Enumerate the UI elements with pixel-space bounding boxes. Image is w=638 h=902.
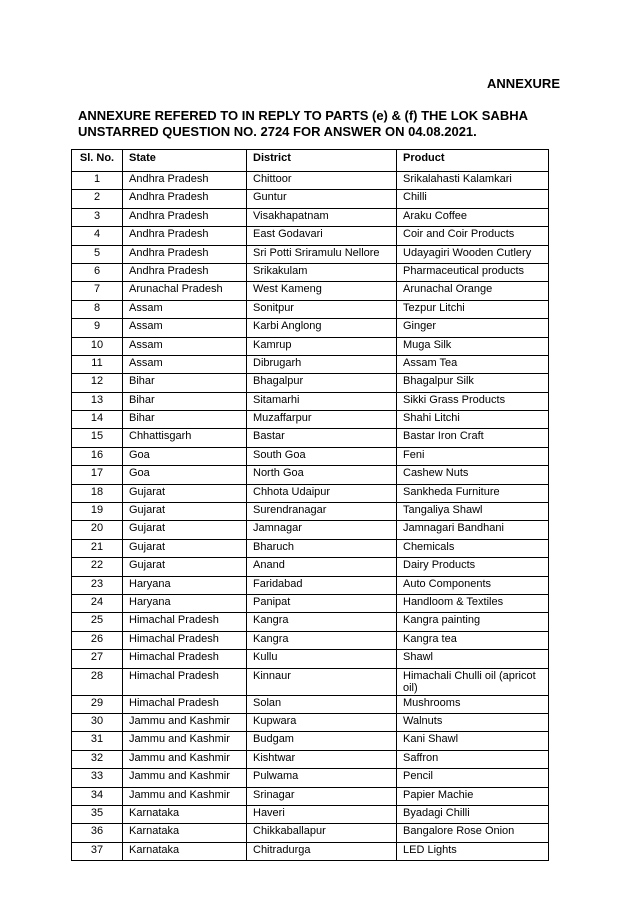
cell-state: Karnataka	[123, 842, 247, 860]
cell-state: Assam	[123, 355, 247, 373]
cell-district: Anand	[247, 558, 397, 576]
cell-product: Feni	[397, 447, 549, 465]
table-row	[72, 172, 549, 190]
cell-district: North Goa	[247, 466, 397, 484]
table-row	[72, 429, 549, 447]
table-header-row	[72, 150, 549, 172]
heading-line-2: UNSTARRED QUESTION NO. 2724 FOR ANSWER ON 04.08.2021.	[78, 124, 477, 139]
cell-district: Karbi Anglong	[247, 319, 397, 337]
cell-state: Chhattisgarh	[123, 429, 247, 447]
cell-state: Andhra Pradesh	[123, 172, 247, 190]
cell-state: Goa	[123, 447, 247, 465]
header-sl-no: Sl. No.	[72, 150, 123, 172]
cell-state: Jammu and Kashmir	[123, 750, 247, 768]
cell-district: East Godavari	[247, 227, 397, 245]
cell-sl-no: 5	[72, 245, 123, 263]
cell-state: Karnataka	[123, 805, 247, 823]
table-row	[72, 521, 549, 539]
cell-sl-no: 21	[72, 539, 123, 557]
cell-state: Gujarat	[123, 503, 247, 521]
cell-sl-no: 3	[72, 208, 123, 226]
cell-sl-no: 11	[72, 355, 123, 373]
cell-state: Gujarat	[123, 558, 247, 576]
cell-district: Sri Potti Sriramulu Nellore	[247, 245, 397, 263]
table-row	[72, 503, 549, 521]
cell-district: West Kameng	[247, 282, 397, 300]
cell-product: Tangaliya Shawl	[397, 503, 549, 521]
table-row	[72, 539, 549, 557]
table-row	[72, 374, 549, 392]
cell-district: Chittoor	[247, 172, 397, 190]
cell-sl-no: 28	[72, 668, 123, 695]
table-row	[72, 650, 549, 668]
products-table	[71, 149, 549, 861]
cell-sl-no: 37	[72, 842, 123, 860]
cell-product: Kangra tea	[397, 631, 549, 649]
cell-state: Jammu and Kashmir	[123, 787, 247, 805]
cell-state: Himachal Pradesh	[123, 631, 247, 649]
cell-state: Goa	[123, 466, 247, 484]
cell-district: Budgam	[247, 732, 397, 750]
cell-sl-no: 31	[72, 732, 123, 750]
cell-district: Chitradurga	[247, 842, 397, 860]
cell-sl-no: 26	[72, 631, 123, 649]
cell-sl-no: 30	[72, 713, 123, 731]
heading-line-1: ANNEXURE REFERED TO IN REPLY TO PARTS (e) & (f) THE LOK SABHA	[78, 108, 528, 123]
cell-district: Pulwama	[247, 769, 397, 787]
cell-district: Chikkaballapur	[247, 824, 397, 842]
table-row	[72, 631, 549, 649]
cell-sl-no: 33	[72, 769, 123, 787]
cell-state: Himachal Pradesh	[123, 613, 247, 631]
cell-product: Papier Machie	[397, 787, 549, 805]
cell-sl-no: 6	[72, 263, 123, 281]
cell-district: Kullu	[247, 650, 397, 668]
table-row	[72, 576, 549, 594]
cell-state: Andhra Pradesh	[123, 263, 247, 281]
cell-sl-no: 10	[72, 337, 123, 355]
cell-state: Andhra Pradesh	[123, 208, 247, 226]
cell-product: Sankheda Furniture	[397, 484, 549, 502]
cell-district: Sonitpur	[247, 300, 397, 318]
cell-sl-no: 25	[72, 613, 123, 631]
cell-district: Chhota Udaipur	[247, 484, 397, 502]
cell-sl-no: 19	[72, 503, 123, 521]
cell-product: Araku Coffee	[397, 208, 549, 226]
cell-state: Jammu and Kashmir	[123, 713, 247, 731]
cell-product: Chemicals	[397, 539, 549, 557]
header-state: State	[123, 150, 247, 172]
table-body	[72, 172, 549, 861]
cell-district: Kamrup	[247, 337, 397, 355]
cell-district: Kangra	[247, 613, 397, 631]
cell-product: Udayagiri Wooden Cutlery	[397, 245, 549, 263]
cell-state: Gujarat	[123, 539, 247, 557]
cell-product: Pencil	[397, 769, 549, 787]
cell-product: Arunachal Orange	[397, 282, 549, 300]
cell-product: Bhagalpur Silk	[397, 374, 549, 392]
cell-product: Bangalore Rose Onion	[397, 824, 549, 842]
cell-sl-no: 22	[72, 558, 123, 576]
table-row	[72, 769, 549, 787]
table-row	[72, 208, 549, 226]
table-row	[72, 732, 549, 750]
cell-sl-no: 20	[72, 521, 123, 539]
cell-product: LED Lights	[397, 842, 549, 860]
cell-sl-no: 1	[72, 172, 123, 190]
cell-state: Himachal Pradesh	[123, 668, 247, 695]
table-row	[72, 824, 549, 842]
cell-state: Gujarat	[123, 484, 247, 502]
cell-state: Assam	[123, 337, 247, 355]
cell-state: Andhra Pradesh	[123, 245, 247, 263]
cell-sl-no: 4	[72, 227, 123, 245]
table-row	[72, 594, 549, 612]
cell-product: Handloom & Textiles	[397, 594, 549, 612]
cell-state: Himachal Pradesh	[123, 650, 247, 668]
cell-district: Muzaffarpur	[247, 411, 397, 429]
table-row	[72, 668, 549, 695]
cell-district: Bharuch	[247, 539, 397, 557]
cell-district: Faridabad	[247, 576, 397, 594]
cell-sl-no: 2	[72, 190, 123, 208]
cell-district: Solan	[247, 695, 397, 713]
cell-district: Dibrugarh	[247, 355, 397, 373]
table-row	[72, 787, 549, 805]
document-heading	[78, 108, 560, 140]
cell-sl-no: 23	[72, 576, 123, 594]
table-row	[72, 337, 549, 355]
table-row	[72, 319, 549, 337]
table-row	[72, 190, 549, 208]
cell-sl-no: 32	[72, 750, 123, 768]
cell-sl-no: 9	[72, 319, 123, 337]
cell-district: Kangra	[247, 631, 397, 649]
table-row	[72, 245, 549, 263]
cell-state: Karnataka	[123, 824, 247, 842]
cell-sl-no: 35	[72, 805, 123, 823]
cell-product: Chilli	[397, 190, 549, 208]
cell-state: Jammu and Kashmir	[123, 732, 247, 750]
cell-sl-no: 16	[72, 447, 123, 465]
cell-product: Srikalahasti Kalamkari	[397, 172, 549, 190]
cell-product: Assam Tea	[397, 355, 549, 373]
cell-sl-no: 17	[72, 466, 123, 484]
cell-product: Ginger	[397, 319, 549, 337]
cell-state: Bihar	[123, 374, 247, 392]
cell-state: Andhra Pradesh	[123, 227, 247, 245]
cell-district: Jamnagar	[247, 521, 397, 539]
cell-district: Srinagar	[247, 787, 397, 805]
cell-district: Bhagalpur	[247, 374, 397, 392]
cell-district: Kupwara	[247, 713, 397, 731]
cell-product: Auto Components	[397, 576, 549, 594]
cell-sl-no: 36	[72, 824, 123, 842]
cell-sl-no: 15	[72, 429, 123, 447]
table-row	[72, 300, 549, 318]
cell-product: Kangra painting	[397, 613, 549, 631]
annexure-label: ANNEXURE	[487, 76, 560, 91]
table-row	[72, 805, 549, 823]
cell-state: Andhra Pradesh	[123, 190, 247, 208]
table-row	[72, 392, 549, 410]
cell-district: South Goa	[247, 447, 397, 465]
table-row	[72, 411, 549, 429]
table-row	[72, 227, 549, 245]
cell-state: Himachal Pradesh	[123, 695, 247, 713]
cell-state: Assam	[123, 319, 247, 337]
cell-sl-no: 8	[72, 300, 123, 318]
cell-state: Arunachal Pradesh	[123, 282, 247, 300]
table-row	[72, 484, 549, 502]
cell-district: Haveri	[247, 805, 397, 823]
cell-district: Srikakulam	[247, 263, 397, 281]
cell-product: Coir and Coir Products	[397, 227, 549, 245]
header-product: Product	[397, 150, 549, 172]
cell-state: Haryana	[123, 576, 247, 594]
cell-district: Bastar	[247, 429, 397, 447]
header-district: District	[247, 150, 397, 172]
cell-product: Kani Shawl	[397, 732, 549, 750]
cell-district: Sitamarhi	[247, 392, 397, 410]
cell-sl-no: 14	[72, 411, 123, 429]
cell-product: Shahi Litchi	[397, 411, 549, 429]
cell-sl-no: 13	[72, 392, 123, 410]
cell-product: Muga Silk	[397, 337, 549, 355]
cell-product: Sikki Grass Products	[397, 392, 549, 410]
cell-sl-no: 24	[72, 594, 123, 612]
cell-sl-no: 18	[72, 484, 123, 502]
table-row	[72, 466, 549, 484]
cell-district: Surendranagar	[247, 503, 397, 521]
cell-sl-no: 34	[72, 787, 123, 805]
table-row	[72, 750, 549, 768]
cell-sl-no: 7	[72, 282, 123, 300]
table-row	[72, 558, 549, 576]
cell-product: Bastar Iron Craft	[397, 429, 549, 447]
table-row	[72, 282, 549, 300]
table-row	[72, 695, 549, 713]
cell-product: Walnuts	[397, 713, 549, 731]
cell-state: Bihar	[123, 392, 247, 410]
table-row	[72, 263, 549, 281]
cell-product: Cashew Nuts	[397, 466, 549, 484]
cell-state: Haryana	[123, 594, 247, 612]
cell-district: Panipat	[247, 594, 397, 612]
cell-product: Saffron	[397, 750, 549, 768]
table-row	[72, 447, 549, 465]
cell-state: Jammu and Kashmir	[123, 769, 247, 787]
cell-product: Pharmaceutical products	[397, 263, 549, 281]
table-row	[72, 842, 549, 860]
table-row	[72, 613, 549, 631]
table-row	[72, 713, 549, 731]
cell-state: Assam	[123, 300, 247, 318]
cell-district: Kinnaur	[247, 668, 397, 695]
cell-sl-no: 12	[72, 374, 123, 392]
cell-product: Tezpur Litchi	[397, 300, 549, 318]
cell-sl-no: 27	[72, 650, 123, 668]
cell-sl-no: 29	[72, 695, 123, 713]
cell-product: Himachali Chulli oil (apricot oil)	[397, 668, 549, 695]
cell-district: Guntur	[247, 190, 397, 208]
cell-state: Bihar	[123, 411, 247, 429]
cell-state: Gujarat	[123, 521, 247, 539]
cell-district: Kishtwar	[247, 750, 397, 768]
cell-product: Dairy Products	[397, 558, 549, 576]
cell-district: Visakhapatnam	[247, 208, 397, 226]
table-row	[72, 355, 549, 373]
cell-product: Mushrooms	[397, 695, 549, 713]
cell-product: Jamnagari Bandhani	[397, 521, 549, 539]
cell-product: Byadagi Chilli	[397, 805, 549, 823]
cell-product: Shawl	[397, 650, 549, 668]
